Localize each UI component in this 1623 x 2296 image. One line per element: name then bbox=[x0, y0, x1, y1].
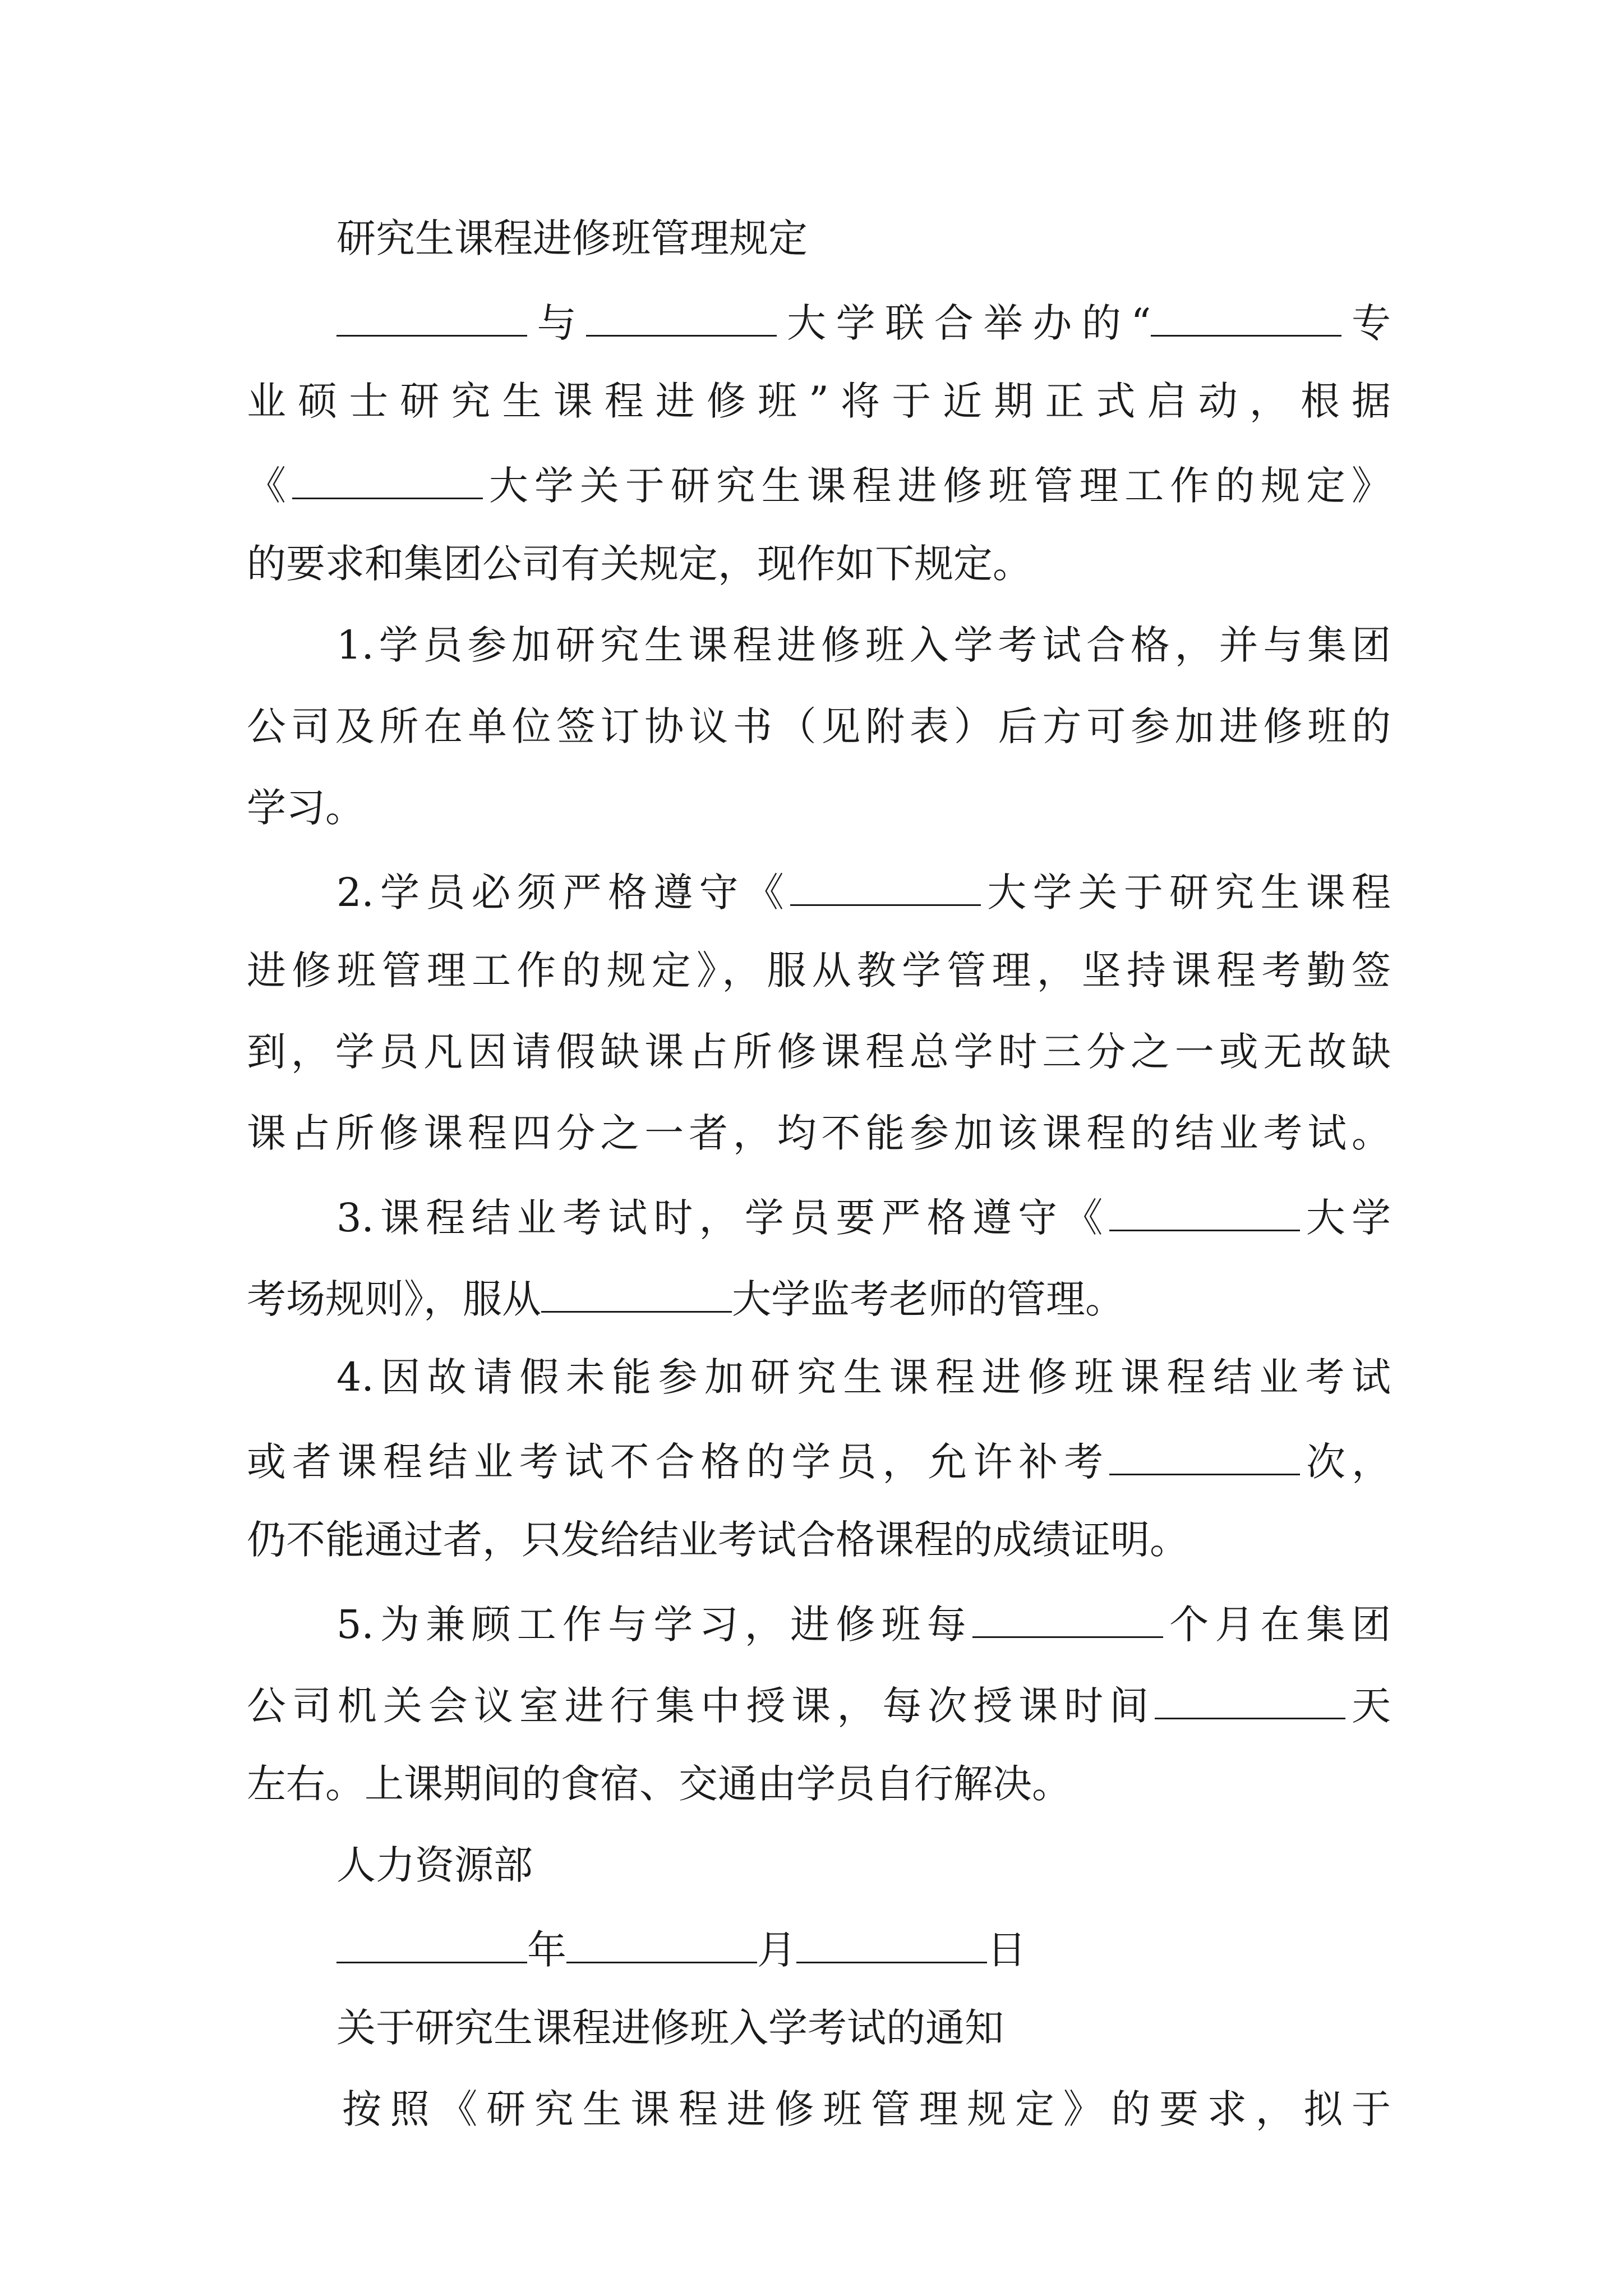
item-4-line-1: 4.因故请假未能参加研究生课程进修班课程结业考试 bbox=[336, 1354, 1391, 1400]
notice-line-1: 按照《研究生课程进修班管理规定》的要求，拟于 bbox=[342, 2086, 1391, 2132]
item-text: 或者课程结业考试不合格的学员，允许补考 bbox=[247, 1439, 1110, 1485]
item-text: 大学 bbox=[1299, 1195, 1391, 1241]
intro-line-3 bbox=[247, 463, 1391, 509]
item-2-line-2: 进修班管理工作的规定》，服从教学管理，坚持课程考勤签 bbox=[247, 947, 1391, 993]
item-text: 次， bbox=[1300, 1439, 1391, 1485]
item-3-line-1 bbox=[336, 1195, 1391, 1241]
item-4-line-3: 仍不能通过者，只发给结业考试合格课程的成绩证明。 bbox=[247, 1517, 1189, 1563]
blank-field[interactable] bbox=[336, 1927, 527, 1963]
blank-field[interactable] bbox=[1155, 1683, 1345, 1719]
blank-field[interactable] bbox=[796, 1927, 987, 1963]
blank-field[interactable] bbox=[336, 300, 527, 337]
item-text: 个月在集团 bbox=[1163, 1602, 1391, 1648]
item-text: 大学监考老师的管理。 bbox=[732, 1276, 1124, 1322]
item-text: 5.为兼顾工作与学习，进修班每 bbox=[336, 1602, 972, 1648]
date-month-label: 月 bbox=[757, 1927, 796, 1973]
item-5-line-2 bbox=[247, 1683, 1391, 1729]
blank-field[interactable] bbox=[1151, 300, 1341, 337]
intro-line-2: 业硕士研究生课程进修班”将于近期正式启动，根据 bbox=[247, 378, 1391, 424]
item-2-line-3: 到，学员凡因请假缺课占所修课程总学时三分之一或无故缺 bbox=[247, 1029, 1391, 1075]
item-1-line-1: 1.学员参加研究生课程进修班入学考试合格，并与集团 bbox=[336, 622, 1391, 668]
intro-text: 《 bbox=[247, 463, 292, 509]
blank-field[interactable] bbox=[292, 463, 483, 499]
intro-text: 专 bbox=[1341, 300, 1391, 346]
item-text: 考场规则》，服从 bbox=[247, 1276, 541, 1322]
item-2-line-1 bbox=[336, 869, 1391, 915]
date-year-label: 年 bbox=[527, 1927, 566, 1973]
item-text: 2.学员必须严格遵守《 bbox=[336, 869, 790, 915]
item-5-line-1 bbox=[336, 1602, 1391, 1648]
item-text: 天 bbox=[1345, 1683, 1391, 1729]
intro-text: 大学联合举办的“ bbox=[777, 300, 1151, 346]
intro-text: 与 bbox=[527, 300, 587, 346]
signature-dept: 人力资源部 bbox=[336, 1842, 533, 1888]
item-3-line-2 bbox=[247, 1276, 1391, 1322]
date-day-label: 日 bbox=[987, 1927, 1026, 1973]
blank-field[interactable] bbox=[1109, 1195, 1300, 1231]
intro-text: 大学关于研究生课程进修班管理工作的规定》 bbox=[482, 463, 1391, 509]
blank-field[interactable] bbox=[586, 300, 777, 337]
signature-date bbox=[336, 1927, 1391, 1973]
item-2-line-4: 课占所修课程四分之一者，均不能参加该课程的结业考试。 bbox=[247, 1110, 1391, 1156]
item-1-line-3: 学习。 bbox=[247, 785, 365, 831]
document-title: 研究生课程进修班管理规定 bbox=[336, 215, 808, 261]
intro-line-4: 的要求和集团公司有关规定，现作如下规定。 bbox=[247, 541, 1032, 587]
item-text: 大学关于研究生课程 bbox=[981, 869, 1391, 915]
blank-field[interactable] bbox=[566, 1927, 757, 1963]
item-1-line-2: 公司及所在单位签订协议书（见附表）后方可参加进修班的 bbox=[247, 703, 1391, 749]
item-text: 3.课程结业考试时，学员要严格遵守《 bbox=[336, 1195, 1109, 1241]
blank-field[interactable] bbox=[972, 1602, 1163, 1638]
item-text: 公司机关会议室进行集中授课，每次授课时间 bbox=[247, 1683, 1155, 1729]
item-5-line-3: 左右。上课期间的食宿、交通由学员自行解决。 bbox=[247, 1761, 1071, 1807]
intro-line-1 bbox=[336, 300, 1391, 346]
item-4-line-2 bbox=[247, 1439, 1391, 1485]
blank-field[interactable] bbox=[1109, 1439, 1300, 1475]
blank-field[interactable] bbox=[790, 869, 981, 906]
notice-title: 关于研究生课程进修班入学考试的通知 bbox=[336, 2005, 1004, 2051]
blank-field[interactable] bbox=[541, 1276, 732, 1313]
